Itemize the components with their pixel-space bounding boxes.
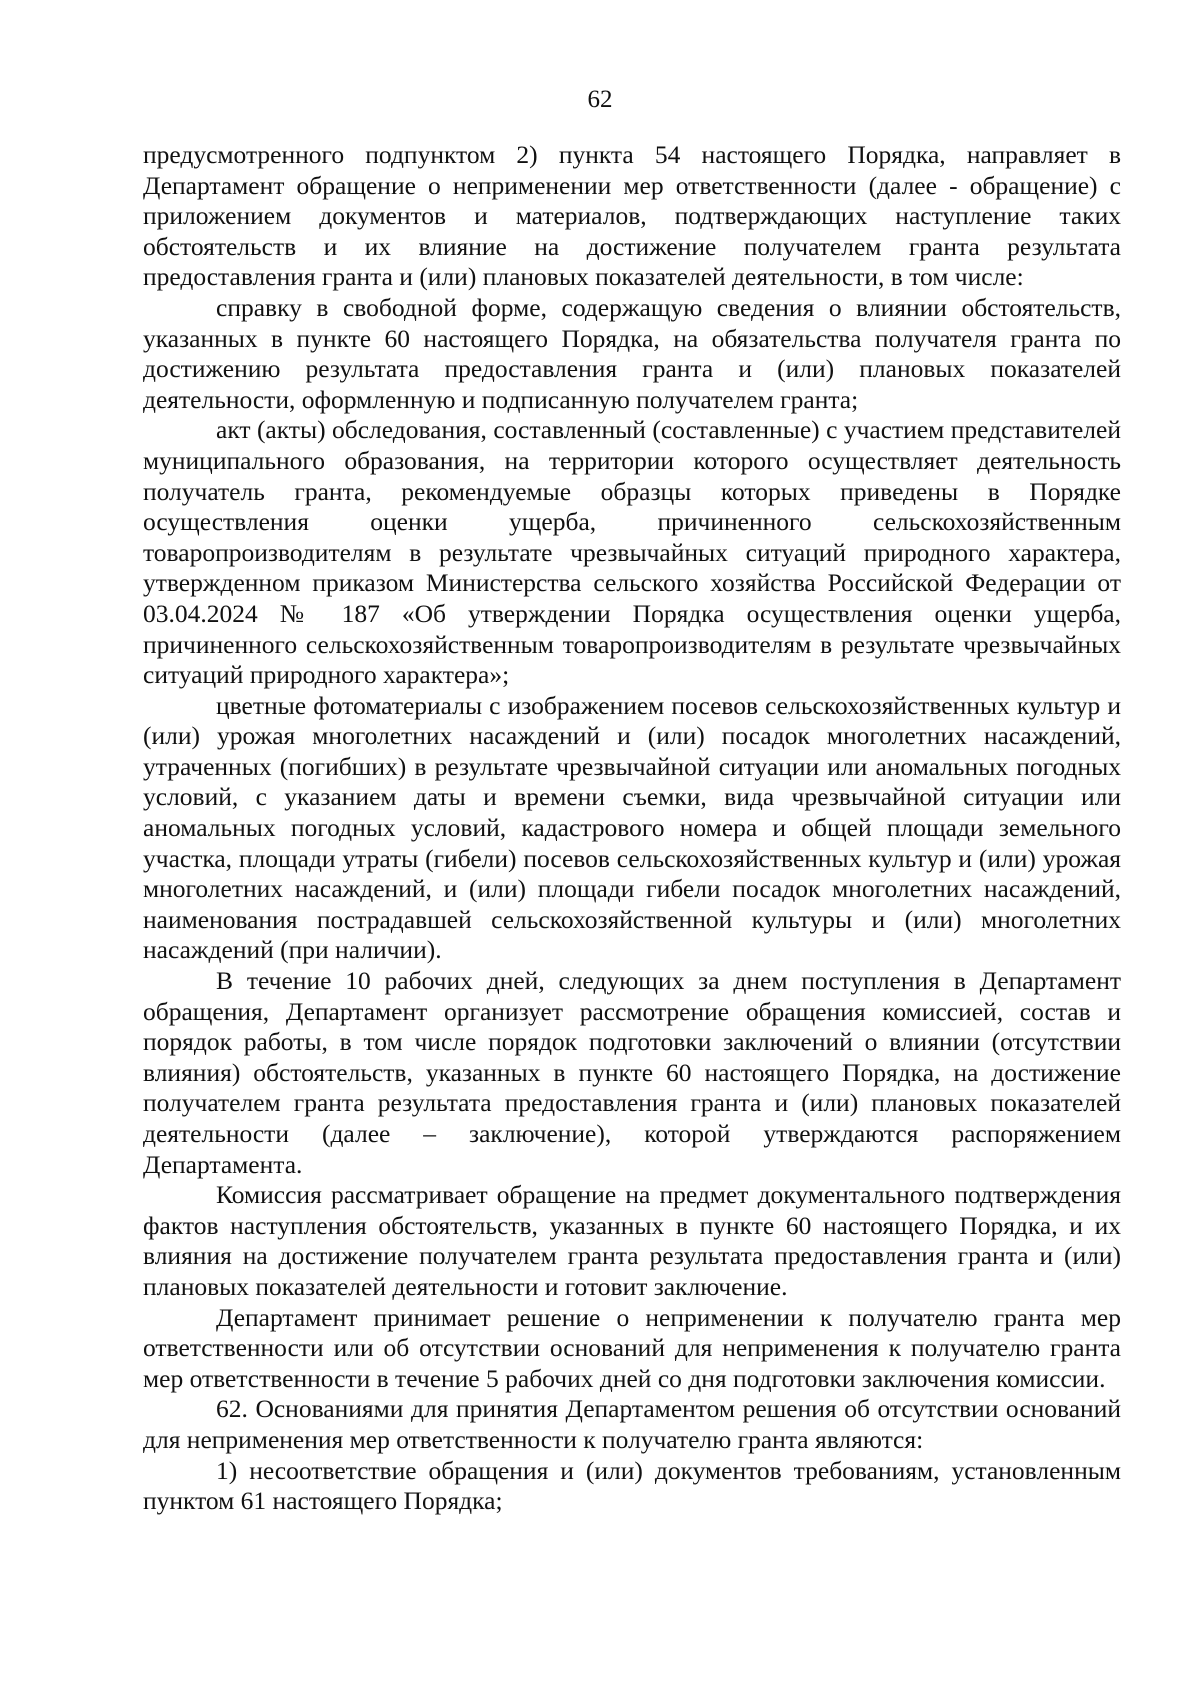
paragraph-color-photos: цветные фотоматериалы с изображением посевов сельскохозяйственных культур и (или) урожая многолетних насаждений и (или) посадок многолетних насаждений, утраченных (погибших) в результате чрезвычайной ситуации или аномальных погодных условий, с указанием даты и времени съемки, вида чрезвычайной ситуации или аномальных погодных условий, кадастрового номера и общей площади земельного участка, площади утраты (гибели) посевов сельскохозяйственных культур и (или) урожая многолетних насаждений, и (или) площади гибели посадок многолетних насаждений, наименования пострадавшей сельскохозяйственной культуры и (или) многолетних насаждений (при наличии). xyxy=(143,690,1121,965)
paragraph-inspection-act: акт (акты) обследования, составленный (составленные) с участием представителей муниципального образования, на территории которого осуществляет деятельность получатель гранта, рекомендуемые образцы которых приведены в Порядке осуществления оценки ущерба, причиненного сельскохозяйственным товаропроизводителям в результате чрезвычайных ситуаций природного характера, утвержденном приказом Министерства сельского хозяйства Российской Федерации от 03.04.2024 № 187 «Об утверждении Порядка осуществления оценки ущерба, причиненного сельскохозяйственным товаропроизводителям в результате чрезвычайных ситуаций природного характера»; xyxy=(143,415,1121,690)
document-body xyxy=(143,140,1121,1517)
paragraph-item-62: 62. Основаниями для принятия Департаментом решения об отсутствии оснований для неприменения мер ответственности к получателю гранта являются: xyxy=(143,1394,1121,1454)
paragraph-reference-note: справку в свободной форме, содержащую сведения о влиянии обстоятельств, указанных в пункте 60 настоящего Порядка, на обязательства получателя гранта по достижению результата предоставления гранта и (или) плановых показателей деятельности, оформленную и подписанную получателем гранта; xyxy=(143,292,1121,414)
paragraph-decision: Департамент принимает решение о неприменении к получателю гранта мер ответственности или об отсутствии оснований для неприменения к получателю гранта мер ответственности в течение 5 рабочих дней со дня подготовки заключения комиссии. xyxy=(143,1302,1121,1393)
paragraph-item-62-1: 1) несоответствие обращения и (или) документов требованиям, установленным пунктом 61 настоящего Порядка; xyxy=(143,1455,1121,1516)
paragraph-intro: предусмотренного подпунктом 2) пункта 54 настоящего Порядка, направляет в Департамент обращение о неприменении мер ответственности (далее - обращение) с приложением документов и материалов, подтверждающих наступление таких обстоятельств и их влияние на достижение получателем гранта результата предоставления гранта и (или) плановых показателей деятельности, в том числе: xyxy=(143,140,1121,292)
page-number: 62 xyxy=(587,86,613,113)
paragraph-commission: Комиссия рассматривает обращение на предмет документального подтверждения фактов наступления обстоятельств, указанных в пункте 60 настоящего Порядка, и их влияния на достижение получателем гранта результата предоставления гранта и (или) плановых показателей деятельности и готовит заключение. xyxy=(143,1180,1121,1301)
paragraph-review-period: В течение 10 рабочих дней, следующих за днем поступления в Департамент обращения, Департамент организует рассмотрение обращения комиссией, состав и порядок работы, в том числе порядок подготовки заключений о влиянии (отсутствии влияния) обстоятельств, указанных в пункте 60 настоящего Порядка, на достижение получателем гранта результата предоставления гранта и (или) плановых показателей деятельности (далее – заключение), которой утверждаются распоряжением Департамента. xyxy=(143,966,1121,1179)
